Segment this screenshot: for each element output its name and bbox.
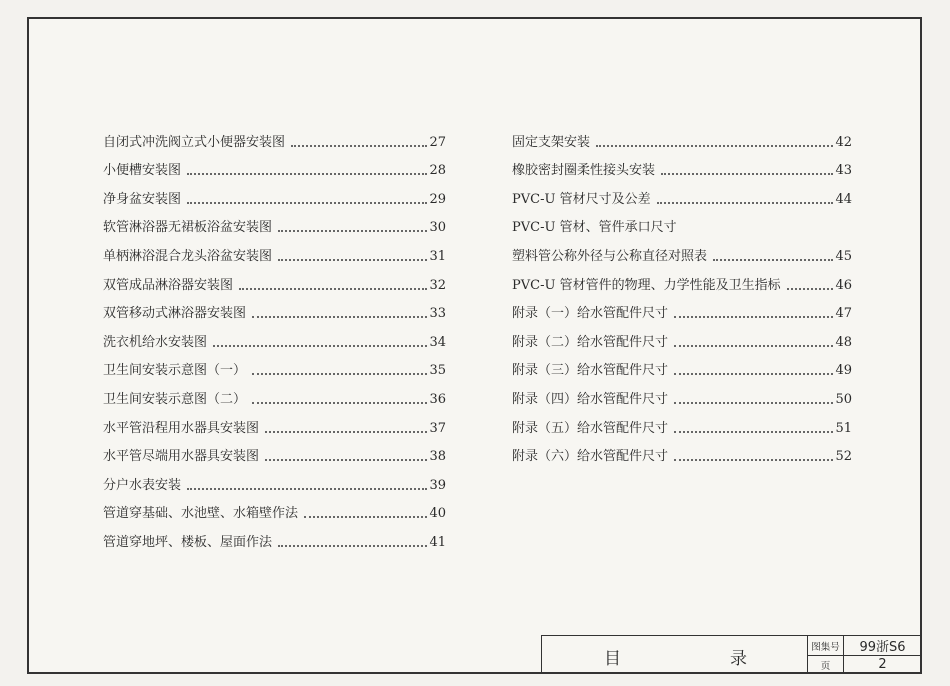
toc-leader-dots xyxy=(787,288,834,290)
toc-entry-page: 37 xyxy=(429,420,446,436)
toc-entry-page: 29 xyxy=(429,191,446,207)
toc-entry-page: 42 xyxy=(835,134,852,150)
toc-leader-dots xyxy=(674,431,833,433)
toc-right-column xyxy=(512,121,852,464)
toc-entry-title: 塑料管公称外径与公称直径对照表 xyxy=(512,248,708,264)
toc-entry-title: 附录（一）给水管配件尺寸 xyxy=(512,306,669,322)
toc-entry-page: 41 xyxy=(429,534,446,550)
toc-entry xyxy=(512,178,852,207)
toc-entry xyxy=(512,207,852,236)
toc-entry xyxy=(103,378,446,407)
toc-leader-dots xyxy=(278,230,427,232)
toc-entry xyxy=(512,264,852,293)
toc-entry-title: 管道穿基础、水池壁、水箱壁作法 xyxy=(103,506,299,522)
toc-leader-dots xyxy=(661,173,833,175)
toc-entry xyxy=(103,121,446,150)
toc-entry-page: 51 xyxy=(835,420,852,436)
toc-entry xyxy=(103,436,446,465)
toc-leader-dots xyxy=(304,516,427,518)
toc-entry xyxy=(103,235,446,264)
toc-entry-title: 附录（五）给水管配件尺寸 xyxy=(512,420,669,436)
toc-entry-page: 50 xyxy=(835,391,852,407)
title-char-1: 目 xyxy=(604,649,621,669)
toc-entry-title: 分户水表安装 xyxy=(103,477,182,493)
title-block-info xyxy=(808,636,921,673)
toc-entry-title: 小便槽安装图 xyxy=(103,163,182,179)
toc-entry-page: 49 xyxy=(835,363,852,379)
toc-entry-title: 洗衣机给水安装图 xyxy=(103,334,208,350)
toc-entry-page: 30 xyxy=(429,220,446,236)
atlas-row xyxy=(808,636,921,655)
toc-entry xyxy=(512,121,852,150)
toc-entry-title: PVC-U 管材尺寸及公差 xyxy=(512,191,651,207)
toc-entry-page: 47 xyxy=(835,306,852,322)
toc-entry xyxy=(103,493,446,522)
toc-leader-dots xyxy=(187,173,427,175)
toc-entry xyxy=(103,293,446,322)
toc-entry-page: 34 xyxy=(429,334,446,350)
toc-entry-page: 52 xyxy=(835,449,852,465)
toc-leader-dots xyxy=(252,373,427,375)
toc-entry xyxy=(512,150,852,179)
toc-entry xyxy=(512,378,852,407)
toc-entry-title: 双管成品淋浴器安装图 xyxy=(103,277,234,293)
title-block xyxy=(541,635,921,673)
toc-entry-page: 27 xyxy=(429,134,446,150)
toc-entry-page: 45 xyxy=(835,248,852,264)
toc-entry xyxy=(103,207,446,236)
toc-entry xyxy=(512,235,852,264)
atlas-label: 图集号 xyxy=(808,636,844,655)
toc-left-column xyxy=(103,121,446,550)
toc-entry-title: 软管淋浴器无裙板浴盆安装图 xyxy=(103,220,273,236)
toc-leader-dots xyxy=(278,545,427,547)
toc-entry-page: 44 xyxy=(835,191,852,207)
toc-entry-title: 水平管沿程用水器具安装图 xyxy=(103,420,260,436)
toc-entry-title: 卫生间安装示意图（一） xyxy=(103,363,247,379)
title-cell xyxy=(542,636,808,673)
toc-leader-dots xyxy=(187,202,427,204)
toc-entry-title: 净身盆安装图 xyxy=(103,191,182,207)
toc-entry xyxy=(103,321,446,350)
title-char-2: 录 xyxy=(730,649,747,669)
toc-entry-title: 自闭式冲洗阀立式小便器安装图 xyxy=(103,134,286,150)
toc-leader-dots xyxy=(252,402,427,404)
toc-leader-dots xyxy=(265,459,427,461)
toc-leader-dots xyxy=(674,373,833,375)
toc-entry-page: 40 xyxy=(429,506,446,522)
toc-entry xyxy=(512,350,852,379)
toc-entry xyxy=(103,264,446,293)
toc-leader-dots xyxy=(713,259,833,261)
toc-leader-dots xyxy=(674,402,833,404)
toc-entry-title: 管道穿地坪、楼板、屋面作法 xyxy=(103,534,273,550)
toc-entry-page: 48 xyxy=(835,334,852,350)
toc-leader-dots xyxy=(674,459,833,461)
toc-leader-dots xyxy=(187,488,427,490)
toc-entry-page: 33 xyxy=(429,306,446,322)
toc-entry xyxy=(512,407,852,436)
toc-entry xyxy=(103,464,446,493)
page-number: 2 xyxy=(878,657,887,672)
toc-entry-page: 46 xyxy=(835,277,852,293)
toc-entry-page: 38 xyxy=(429,449,446,465)
toc-leader-dots xyxy=(674,345,833,347)
toc-entry xyxy=(512,293,852,322)
page-label: 页 xyxy=(808,656,844,673)
toc-entry-page: 35 xyxy=(429,363,446,379)
toc-entry-page: 31 xyxy=(429,248,446,264)
toc-entry-title: PVC-U 管材管件的物理、力学性能及卫生指标 xyxy=(512,277,781,293)
toc-entry xyxy=(512,321,852,350)
toc-entry-title: PVC-U 管材、管件承口尺寸 xyxy=(512,220,677,236)
toc-entry-title: 橡胶密封圈柔性接头安装 xyxy=(512,163,656,179)
toc-entry-title: 卫生间安装示意图（二） xyxy=(103,391,247,407)
toc-entry-title: 固定支架安装 xyxy=(512,134,591,150)
toc-entry-page: 39 xyxy=(429,477,446,493)
toc-entry-title: 附录（六）给水管配件尺寸 xyxy=(512,449,669,465)
toc-leader-dots xyxy=(213,345,427,347)
toc-entry xyxy=(103,178,446,207)
toc-entry xyxy=(512,436,852,465)
toc-entry-title: 附录（四）给水管配件尺寸 xyxy=(512,391,669,407)
toc-entry xyxy=(103,150,446,179)
toc-entry xyxy=(103,350,446,379)
toc-leader-dots xyxy=(596,145,833,147)
toc-entry-page: 43 xyxy=(835,163,852,179)
toc-leader-dots xyxy=(239,288,427,290)
toc-leader-dots xyxy=(674,316,833,318)
toc-entry xyxy=(103,521,446,550)
toc-entry-title: 附录（三）给水管配件尺寸 xyxy=(512,363,669,379)
toc-leader-dots xyxy=(657,202,834,204)
toc-leader-dots xyxy=(291,145,427,147)
toc-entry-page: 36 xyxy=(429,391,446,407)
page-row xyxy=(808,655,921,673)
toc-entry xyxy=(103,407,446,436)
toc-entry-title: 附录（二）给水管配件尺寸 xyxy=(512,334,669,350)
toc-entry-page: 28 xyxy=(429,163,446,179)
toc-entry-page: 32 xyxy=(429,277,446,293)
atlas-number: 99浙S6 xyxy=(859,640,906,655)
toc-entry-title: 双管移动式淋浴器安装图 xyxy=(103,306,247,322)
toc-leader-dots xyxy=(252,316,427,318)
toc-entry-title: 单柄淋浴混合龙头浴盆安装图 xyxy=(103,248,273,264)
toc-leader-dots xyxy=(265,431,427,433)
toc-entry-title: 水平管尽端用水器具安装图 xyxy=(103,449,260,465)
toc-leader-dots xyxy=(278,259,427,261)
